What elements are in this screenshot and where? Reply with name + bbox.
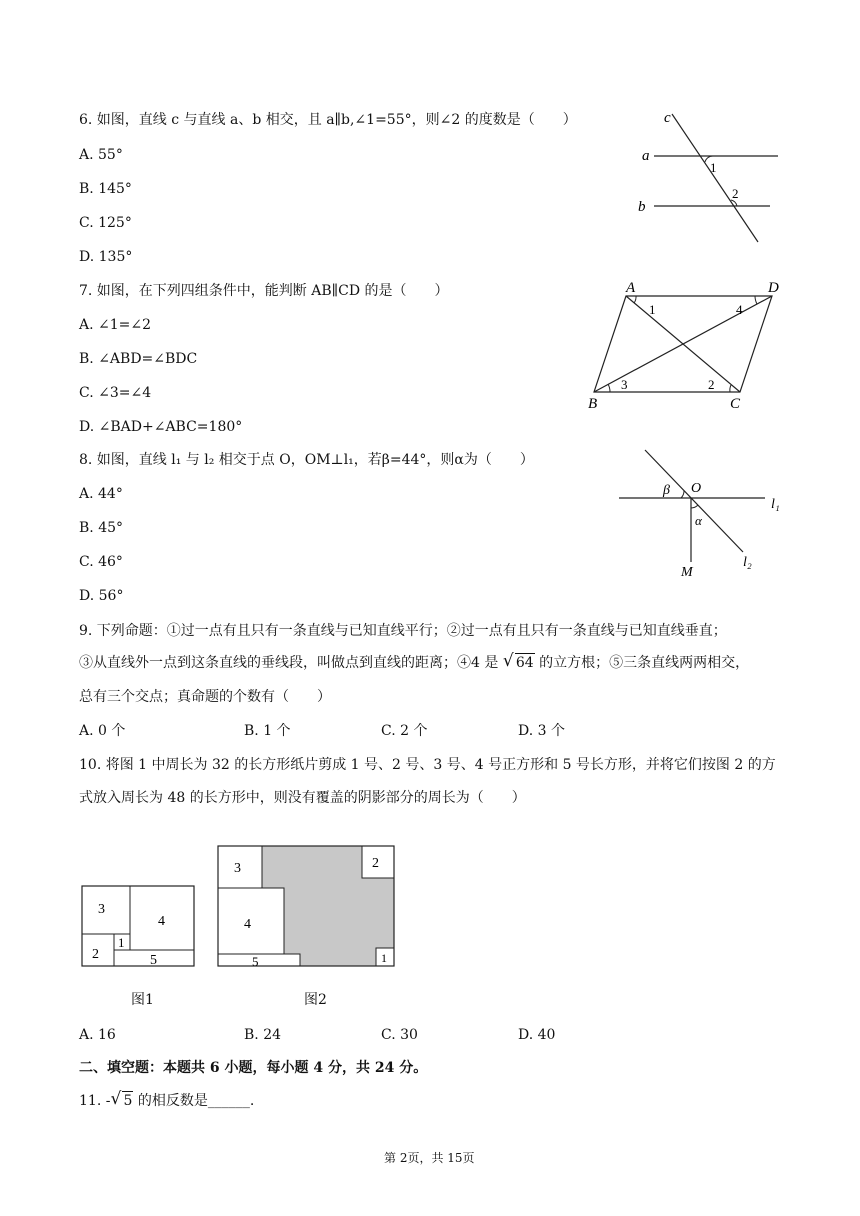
q7-figure	[580, 278, 790, 414]
q10-figure-2	[216, 844, 398, 970]
q7-option-d: D. ∠BAD+∠ABC=180°	[79, 419, 243, 435]
q7-label-d: D	[768, 280, 779, 296]
q9-option-d: D. 3 个	[518, 723, 565, 739]
q6-option-a: A. 55°	[79, 147, 123, 163]
q7-label-a: A	[626, 280, 636, 296]
q10-fig2-caption: 图2	[304, 992, 327, 1008]
q9-line-2-before: ③从直线外一点到这条直线的垂线段，叫做点到直线的距离；④4 是	[79, 655, 499, 671]
q7-label-c: C	[730, 396, 741, 412]
q8-figure	[605, 444, 790, 580]
q6-label-b: b	[638, 199, 646, 215]
q10-line-1: 10. 将图 1 中周长为 32 的长方形纸片剪成 1 号、2 号、3 号、4 号正方形和 5 号长方形，并将它们按图 2 的方	[79, 757, 776, 773]
q10-fig1-label-4: 4	[158, 914, 165, 929]
q6-option-d: D. 135°	[79, 249, 133, 265]
q11-prefix: 11. -	[79, 1093, 111, 1109]
q6-stem: 6. 如图，直线 c 与直线 a、b 相交，且 a∥b,∠1=55°，则∠2 的度数是（ ）	[79, 112, 577, 128]
q6-figure	[630, 108, 790, 248]
q10-fig2-label-5: 5	[252, 954, 259, 969]
q8-label-l1: l₁	[771, 497, 780, 512]
q10-line-2: 式放入周长为 48 的长方形中，则没有覆盖的阴影部分的周长为（ ）	[79, 790, 526, 806]
q7-option-a: A. ∠1=∠2	[79, 317, 152, 333]
q7-angle-2: 2	[708, 377, 715, 392]
q8-label-m: M	[681, 565, 693, 580]
q10-fig2-label-2: 2	[372, 856, 379, 871]
q10-option-d: D. 40	[518, 1027, 556, 1043]
q11-line	[79, 1089, 255, 1109]
q8-label-alpha: α	[695, 513, 702, 528]
q9-sqrt	[502, 651, 535, 671]
q6-label-a: a	[642, 148, 650, 164]
q8-label-l2: l₂	[743, 555, 752, 570]
sqrt-icon: √	[110, 1089, 122, 1109]
q9-line-3: 总有三个交点；真命题的个数有（ ）	[79, 689, 331, 705]
q6-angle-1: 1	[710, 160, 717, 175]
q10-fig2-label-1: 1	[381, 951, 387, 965]
q9-line-2	[79, 651, 750, 671]
q8-option-d: D. 56°	[79, 588, 124, 604]
q10-fig1-label-2: 2	[92, 947, 99, 962]
page-footer: 第 2页，共 15页	[384, 1151, 475, 1165]
section-2-heading: 二、填空题：本题共 6 小题，每小题 4 分，共 24 分。	[79, 1060, 428, 1076]
q10-fig1-caption: 图1	[131, 992, 154, 1008]
q9-line-2-after: 的立方根；⑤三条直线两两相交，	[539, 655, 750, 671]
q9-radicand: 64	[515, 655, 534, 671]
q8-label-beta: β	[663, 483, 670, 498]
q8-option-c: C. 46°	[79, 554, 123, 570]
q7-stem: 7. 如图，在下列四组条件中，能判断 AB∥CD 的是（ ）	[79, 283, 449, 299]
q10-option-c: C. 30	[381, 1027, 418, 1043]
q10-figure-1	[80, 884, 198, 970]
q9-option-a: A. 0 个	[79, 723, 126, 739]
q7-label-b: B	[588, 396, 598, 412]
q8-label-o: O	[691, 481, 702, 496]
q7-angle-3: 3	[621, 377, 628, 392]
q6-angle-2: 2	[732, 186, 739, 201]
q8-option-a: A. 44°	[79, 486, 123, 502]
q7-angle-1: 1	[649, 302, 656, 317]
q10-fig1-label-1: 1	[118, 935, 125, 950]
q11-radicand: 5	[123, 1093, 133, 1109]
q10-option-a: A. 16	[79, 1027, 116, 1043]
q9-option-c: C. 2 个	[381, 723, 428, 739]
q11-sqrt	[110, 1089, 133, 1109]
sqrt-icon: √	[502, 651, 514, 671]
q9-line-1: 9. 下列命题：①过一点有且只有一条直线与已知直线平行；②过一点有且只有一条直线与已知直线垂直；	[79, 623, 727, 639]
q6-label-c: c	[664, 110, 671, 126]
q9-option-b: B. 1 个	[244, 723, 291, 739]
q10-fig2-label-4: 4	[244, 917, 251, 932]
q7-option-b: B. ∠ABD=∠BDC	[79, 351, 198, 367]
q6-option-b: B. 145°	[79, 181, 132, 197]
q6-option-c: C. 125°	[79, 215, 132, 231]
q8-option-b: B. 45°	[79, 520, 124, 536]
q10-option-b: B. 24	[244, 1027, 282, 1043]
q10-fig1-label-3: 3	[98, 902, 105, 917]
q10-fig2-label-3: 3	[234, 861, 241, 876]
q11-suffix: 的相反数是______.	[137, 1093, 255, 1109]
q7-angle-4: 4	[736, 302, 743, 317]
q8-stem: 8. 如图，直线 l₁ 与 l₂ 相交于点 O，OM⊥l₁，若β=44°，则α为（ ）	[79, 452, 534, 468]
q7-option-c: C. ∠3=∠4	[79, 385, 152, 401]
q10-fig1-label-5: 5	[150, 953, 157, 968]
